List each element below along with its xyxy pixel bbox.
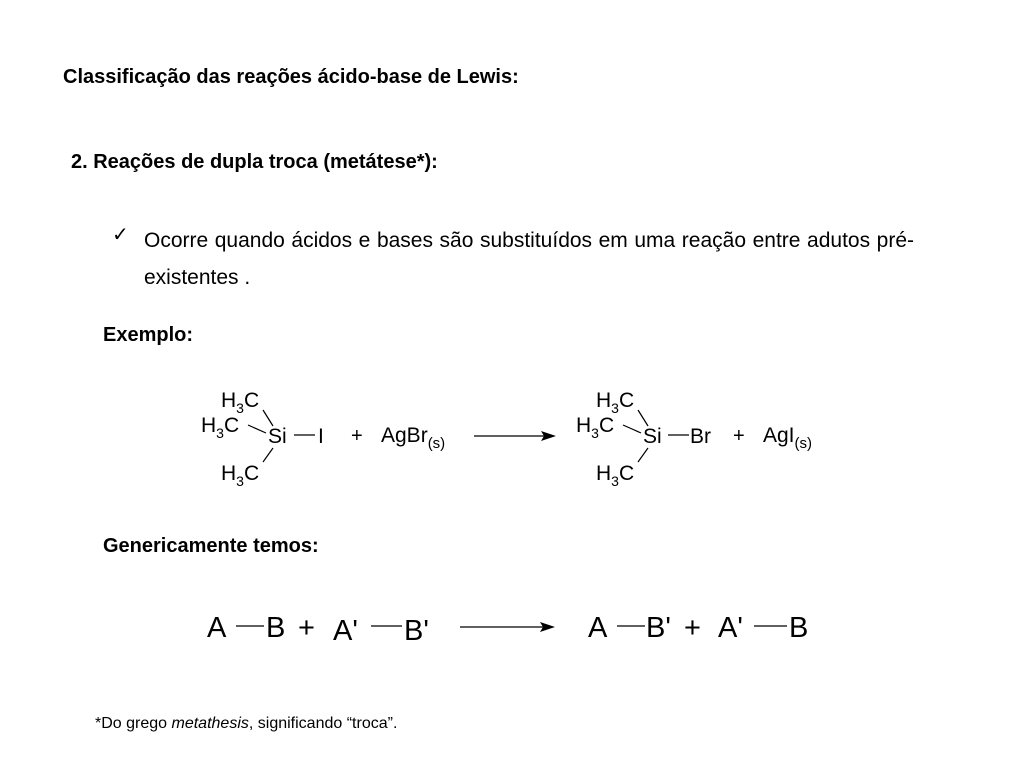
- plus-sign: +: [298, 612, 315, 644]
- reaction-arrow: [474, 431, 556, 441]
- reactant1-organosilane: [201, 389, 324, 489]
- plus-sign: +: [733, 425, 745, 447]
- generic-r1-left: A: [207, 612, 227, 644]
- generic-p1-left: A: [588, 612, 608, 644]
- checkmark-icon: ✓: [112, 224, 129, 246]
- generic-p1-right: B': [646, 612, 671, 644]
- footnote: [95, 715, 397, 733]
- section-heading: 2. Reações de dupla troca (metátese*):: [71, 151, 438, 173]
- generic-r2-right: B': [404, 615, 429, 647]
- reaction-arrow: [460, 622, 555, 632]
- generic-p2-left: A': [718, 612, 743, 644]
- generic-p2-right: B: [789, 612, 809, 644]
- product2-agi: AgI$_{(s)}$: [763, 424, 813, 452]
- page-title: Classificação das reações ácido-base de Lewis:: [63, 66, 519, 88]
- footnote-prefix: *Do grego: [95, 715, 172, 732]
- reactant1-silicon: Si: [268, 425, 287, 448]
- generic-r2-left: A': [333, 615, 358, 647]
- example-label: Exemplo:: [103, 324, 194, 346]
- reactant2-agbr: AgBr$_{(s)}$: [381, 424, 446, 452]
- generic-r1-right: B: [266, 612, 286, 644]
- product1-organosilane: [576, 389, 711, 489]
- product1-methyl-bottom: $H_3C$: [596, 462, 635, 489]
- bond: [248, 425, 266, 433]
- bond: [638, 410, 648, 426]
- example-reaction: [0, 370, 1024, 500]
- bond: [263, 410, 273, 426]
- generic-label: Genericamente temos:: [103, 535, 319, 557]
- product1-silicon: Si: [643, 425, 662, 448]
- bond: [638, 448, 648, 462]
- bond: [623, 425, 641, 433]
- generic-reaction: [0, 600, 1024, 660]
- reactant1-methyl-left: $H_3C$: [201, 414, 240, 441]
- plus-sign: +: [684, 612, 701, 644]
- product1-methyl-top: $H_3C$: [596, 389, 635, 416]
- reactant1-methyl-top: $H_3C$: [221, 389, 260, 416]
- footnote-italic-term: metathesis: [171, 715, 249, 732]
- plus-sign: +: [351, 425, 363, 447]
- footnote-suffix: , significando “troca”.: [248, 715, 398, 732]
- product1-methyl-left: $H_3C$: [576, 414, 615, 441]
- reactant1-methyl-bottom: $H_3C$: [221, 462, 260, 489]
- product1-bromine: Br: [690, 425, 711, 448]
- bond: [263, 448, 273, 462]
- reactant1-iodine: I: [318, 425, 324, 448]
- bullet-text: Ocorre quando ácidos e bases são substituídos em uma reação entre adutos pré-existentes .: [144, 229, 914, 289]
